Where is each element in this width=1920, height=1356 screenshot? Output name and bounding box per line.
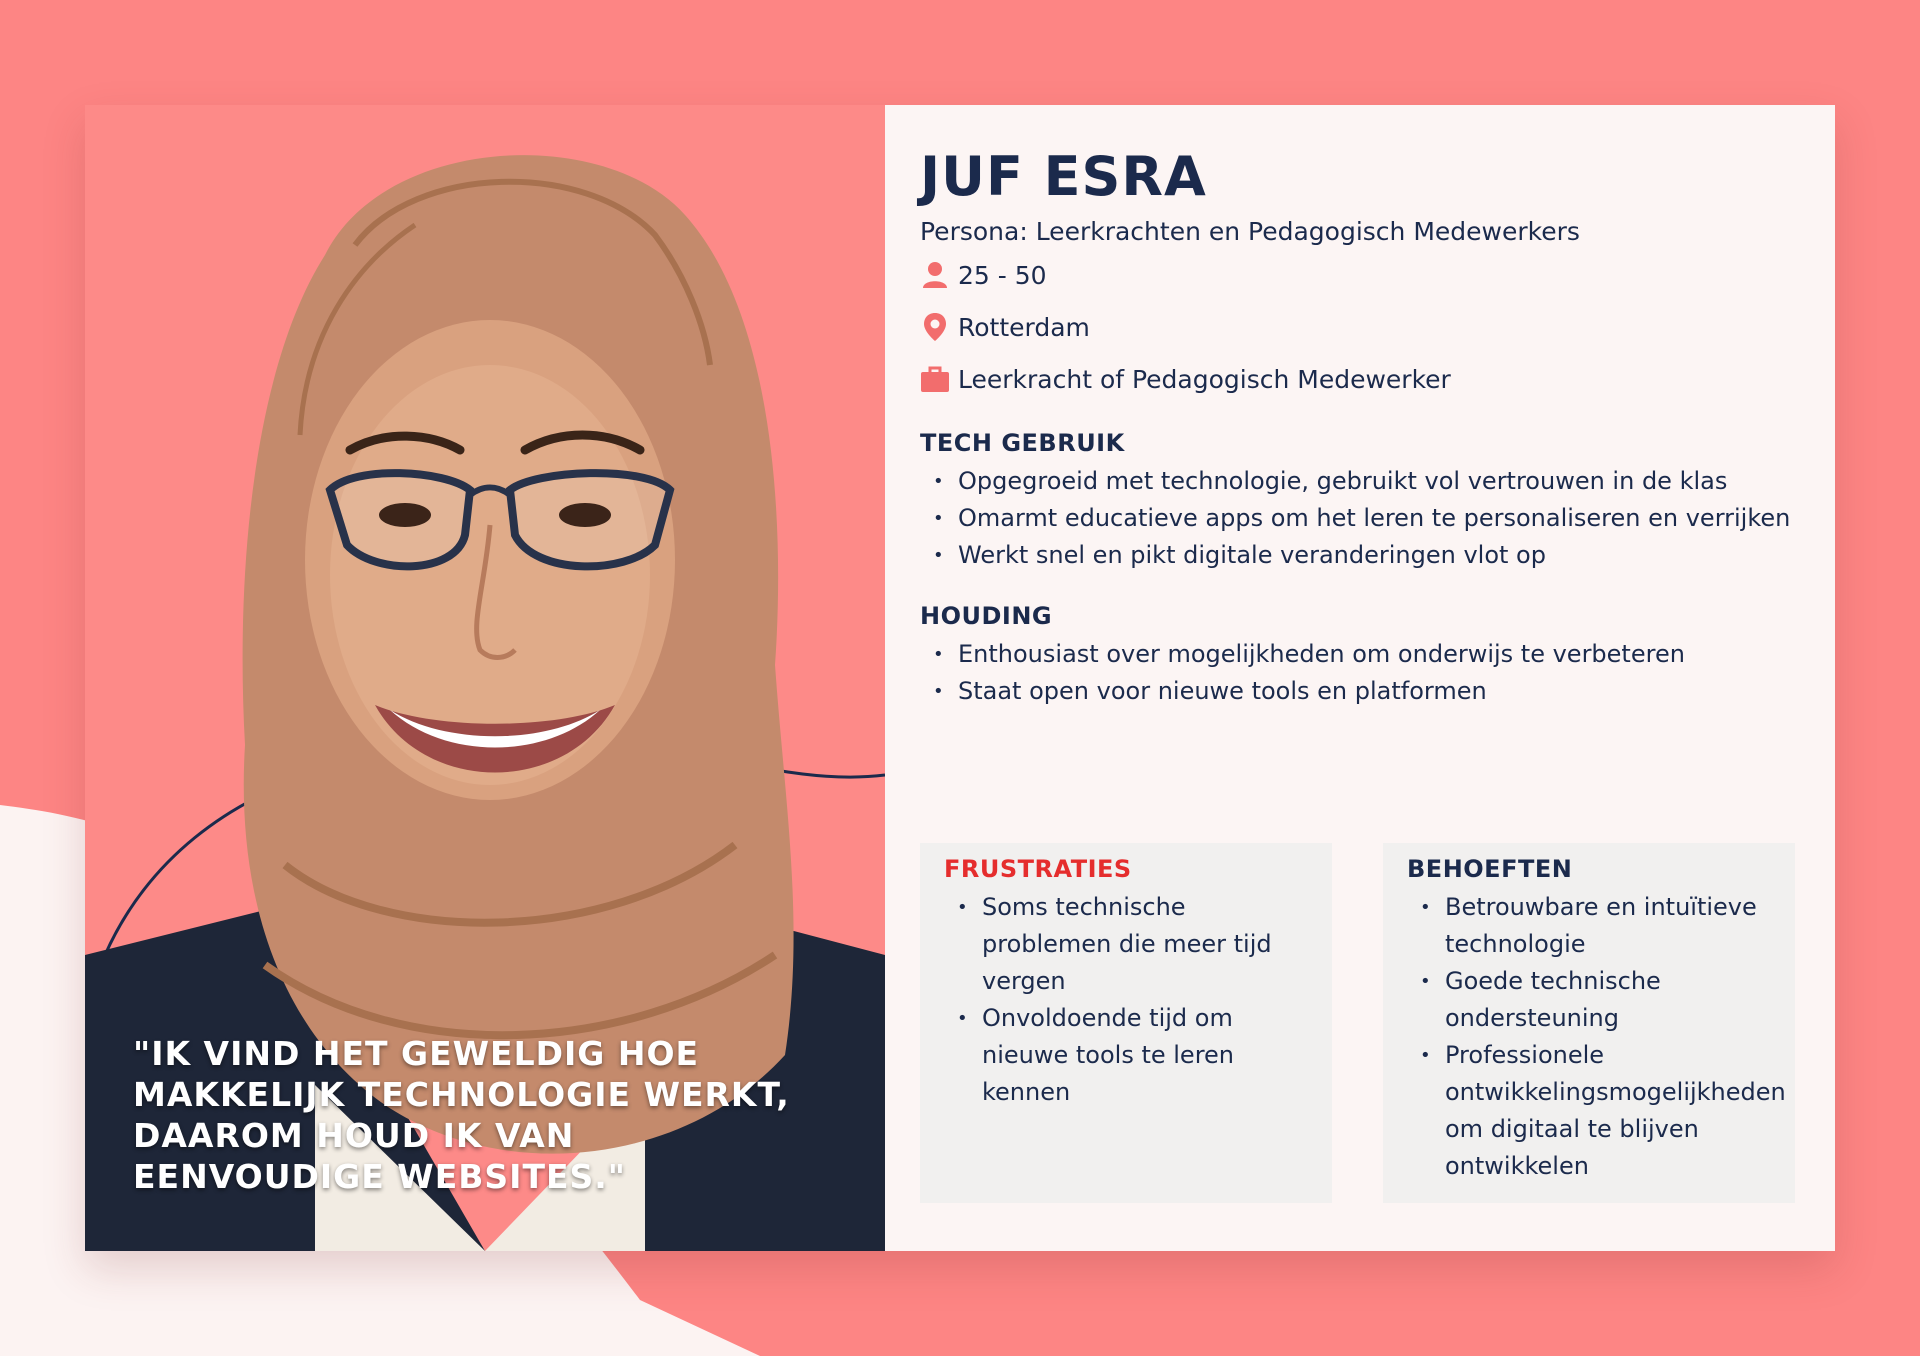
age-text: 25 - 50 xyxy=(958,260,1047,290)
frustrations-needs-boxes xyxy=(920,843,1795,1203)
tech-title: TECH GEBRUIK xyxy=(920,429,1125,457)
behoeften-box xyxy=(1383,843,1795,1203)
location-pin-icon xyxy=(920,312,950,342)
briefcase-icon xyxy=(920,364,950,394)
meta-job xyxy=(920,353,1795,405)
frustraties-title: FRUSTRATIES xyxy=(944,855,1132,883)
persona-card xyxy=(85,105,1835,1251)
persona-subtitle: Persona: Leerkrachten en Pedagogisch Medewerkers xyxy=(920,217,1580,246)
tech-section xyxy=(920,427,1795,574)
persona-name: JUF ESRA xyxy=(920,145,1207,208)
meta-location xyxy=(920,301,1795,353)
list-item: • Onvoldoende tijd om nieuwe tools te leren kennen xyxy=(944,1000,1316,1111)
persona-quote: "IK VIND HET GEWELDIG HOE MAKKELIJK TECHNOLOGIE WERKT, DAAROM HOUD IK VAN EENVOUDIGE WEBSITES." xyxy=(133,1034,790,1196)
houding-list xyxy=(920,636,1795,710)
list-item: • Soms technische problemen die meer tijd vergen xyxy=(944,889,1316,1000)
person-icon xyxy=(920,260,950,290)
list-item: • Betrouwbare en intuïtieve technologie xyxy=(1407,889,1779,963)
list-item: • Staat open voor nieuwe tools en platformen xyxy=(920,673,1795,710)
meta-age xyxy=(920,249,1795,301)
tech-list xyxy=(920,463,1795,574)
list-item: • Werkt snel en pikt digitale veranderingen vlot op xyxy=(920,537,1795,574)
photo-panel xyxy=(85,105,885,1251)
list-item: • Omarmt educatieve apps om het leren te personaliseren en verrijken xyxy=(920,500,1795,537)
houding-title: HOUDING xyxy=(920,602,1053,630)
frustraties-box xyxy=(920,843,1332,1203)
list-item: • Enthousiast over mogelijkheden om onderwijs te verbeteren xyxy=(920,636,1795,673)
frustraties-list xyxy=(944,889,1316,1111)
behoeften-title: BEHOEFTEN xyxy=(1407,855,1573,883)
list-item: • Professionele ontwikkelingsmogelijkheden om digitaal te blijven ontwikkelen xyxy=(1407,1037,1779,1185)
list-item: • Goede technische ondersteuning xyxy=(1407,963,1779,1037)
job-text: Leerkracht of Pedagogisch Medewerker xyxy=(958,364,1451,394)
info-panel xyxy=(885,105,1835,1251)
list-item: • Opgegroeid met technologie, gebruikt vol vertrouwen in de klas xyxy=(920,463,1795,500)
behoeften-list xyxy=(1407,889,1786,1185)
location-text: Rotterdam xyxy=(958,312,1090,342)
houding-section xyxy=(920,600,1795,710)
